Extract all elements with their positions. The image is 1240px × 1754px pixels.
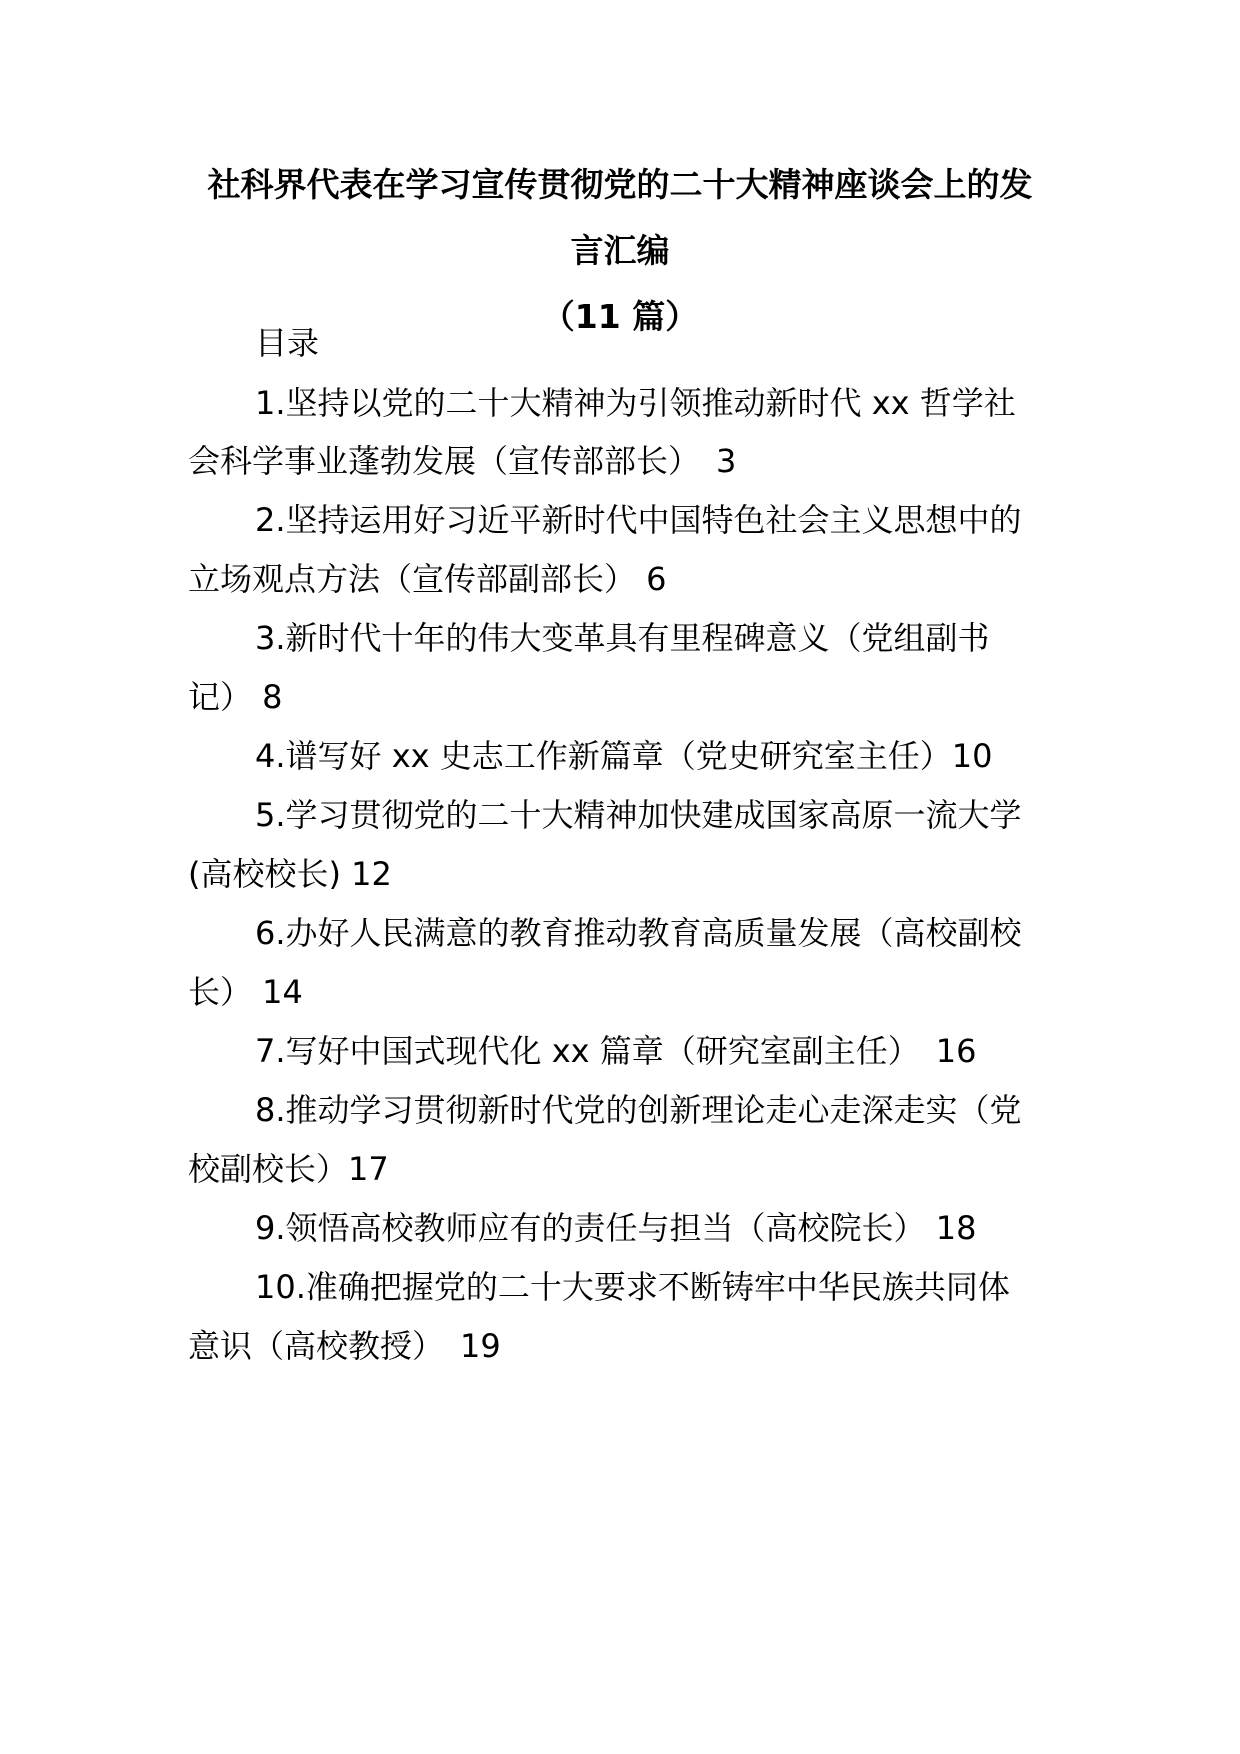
toc-entry-10-line-2: 意识（高校教授） 19 bbox=[188, 1327, 501, 1365]
toc-entry-8-line-2: 校副校长）17 bbox=[188, 1150, 389, 1188]
toc-entry-5-line-1: 5.学习贯彻党的二十大精神加快建成国家高原一流大学 bbox=[255, 796, 1022, 834]
toc-entry-7-line-1: 7.写好中国式现代化 xx 篇章（研究室副主任） 16 bbox=[255, 1032, 977, 1070]
toc-entry-1-line-1: 1.坚持以党的二十大精神为引领推动新时代 xx 哲学社 bbox=[255, 384, 1016, 422]
toc-entry-9-line-1: 9.领悟高校教师应有的责任与担当（高校院长） 18 bbox=[255, 1209, 977, 1247]
toc-entry-6-line-1: 6.办好人民满意的教育推动教育高质量发展（高校副校 bbox=[255, 914, 1022, 952]
toc-entry-4-line-1: 4.谱写好 xx 史志工作新篇章（党史研究室主任）10 bbox=[255, 737, 993, 775]
toc-entry-8-line-1: 8.推动学习贯彻新时代党的创新理论走心走深走实（党 bbox=[255, 1091, 1022, 1129]
toc-entry-1-line-2: 会科学事业蓬勃发展（宣传部部长） 3 bbox=[188, 442, 737, 480]
toc-entry-2-line-2: 立场观点方法（宣传部副部长） 6 bbox=[188, 560, 667, 598]
toc-entry-3-line-2: 记） 8 bbox=[188, 678, 283, 716]
toc-heading: 目录 bbox=[255, 324, 320, 362]
toc-entry-5-line-2: (高校校长) 12 bbox=[188, 855, 392, 893]
document-subtitle-count: （11 篇） bbox=[541, 297, 699, 336]
document-title-line-2: 言汇编 bbox=[570, 231, 670, 270]
toc-entry-10-line-1: 10.准确把握党的二十大要求不断铸牢中华民族共同体 bbox=[255, 1268, 1010, 1306]
toc-entry-6-line-2: 长） 14 bbox=[188, 973, 303, 1011]
document-title-line-1: 社科界代表在学习宣传贯彻党的二十大精神座谈会上的发 bbox=[207, 165, 1033, 204]
toc-entry-2-line-1: 2.坚持运用好习近平新时代中国特色社会主义思想中的 bbox=[255, 501, 1022, 539]
toc-entry-3-line-1: 3.新时代十年的伟大变革具有里程碑意义（党组副书 bbox=[255, 619, 990, 657]
